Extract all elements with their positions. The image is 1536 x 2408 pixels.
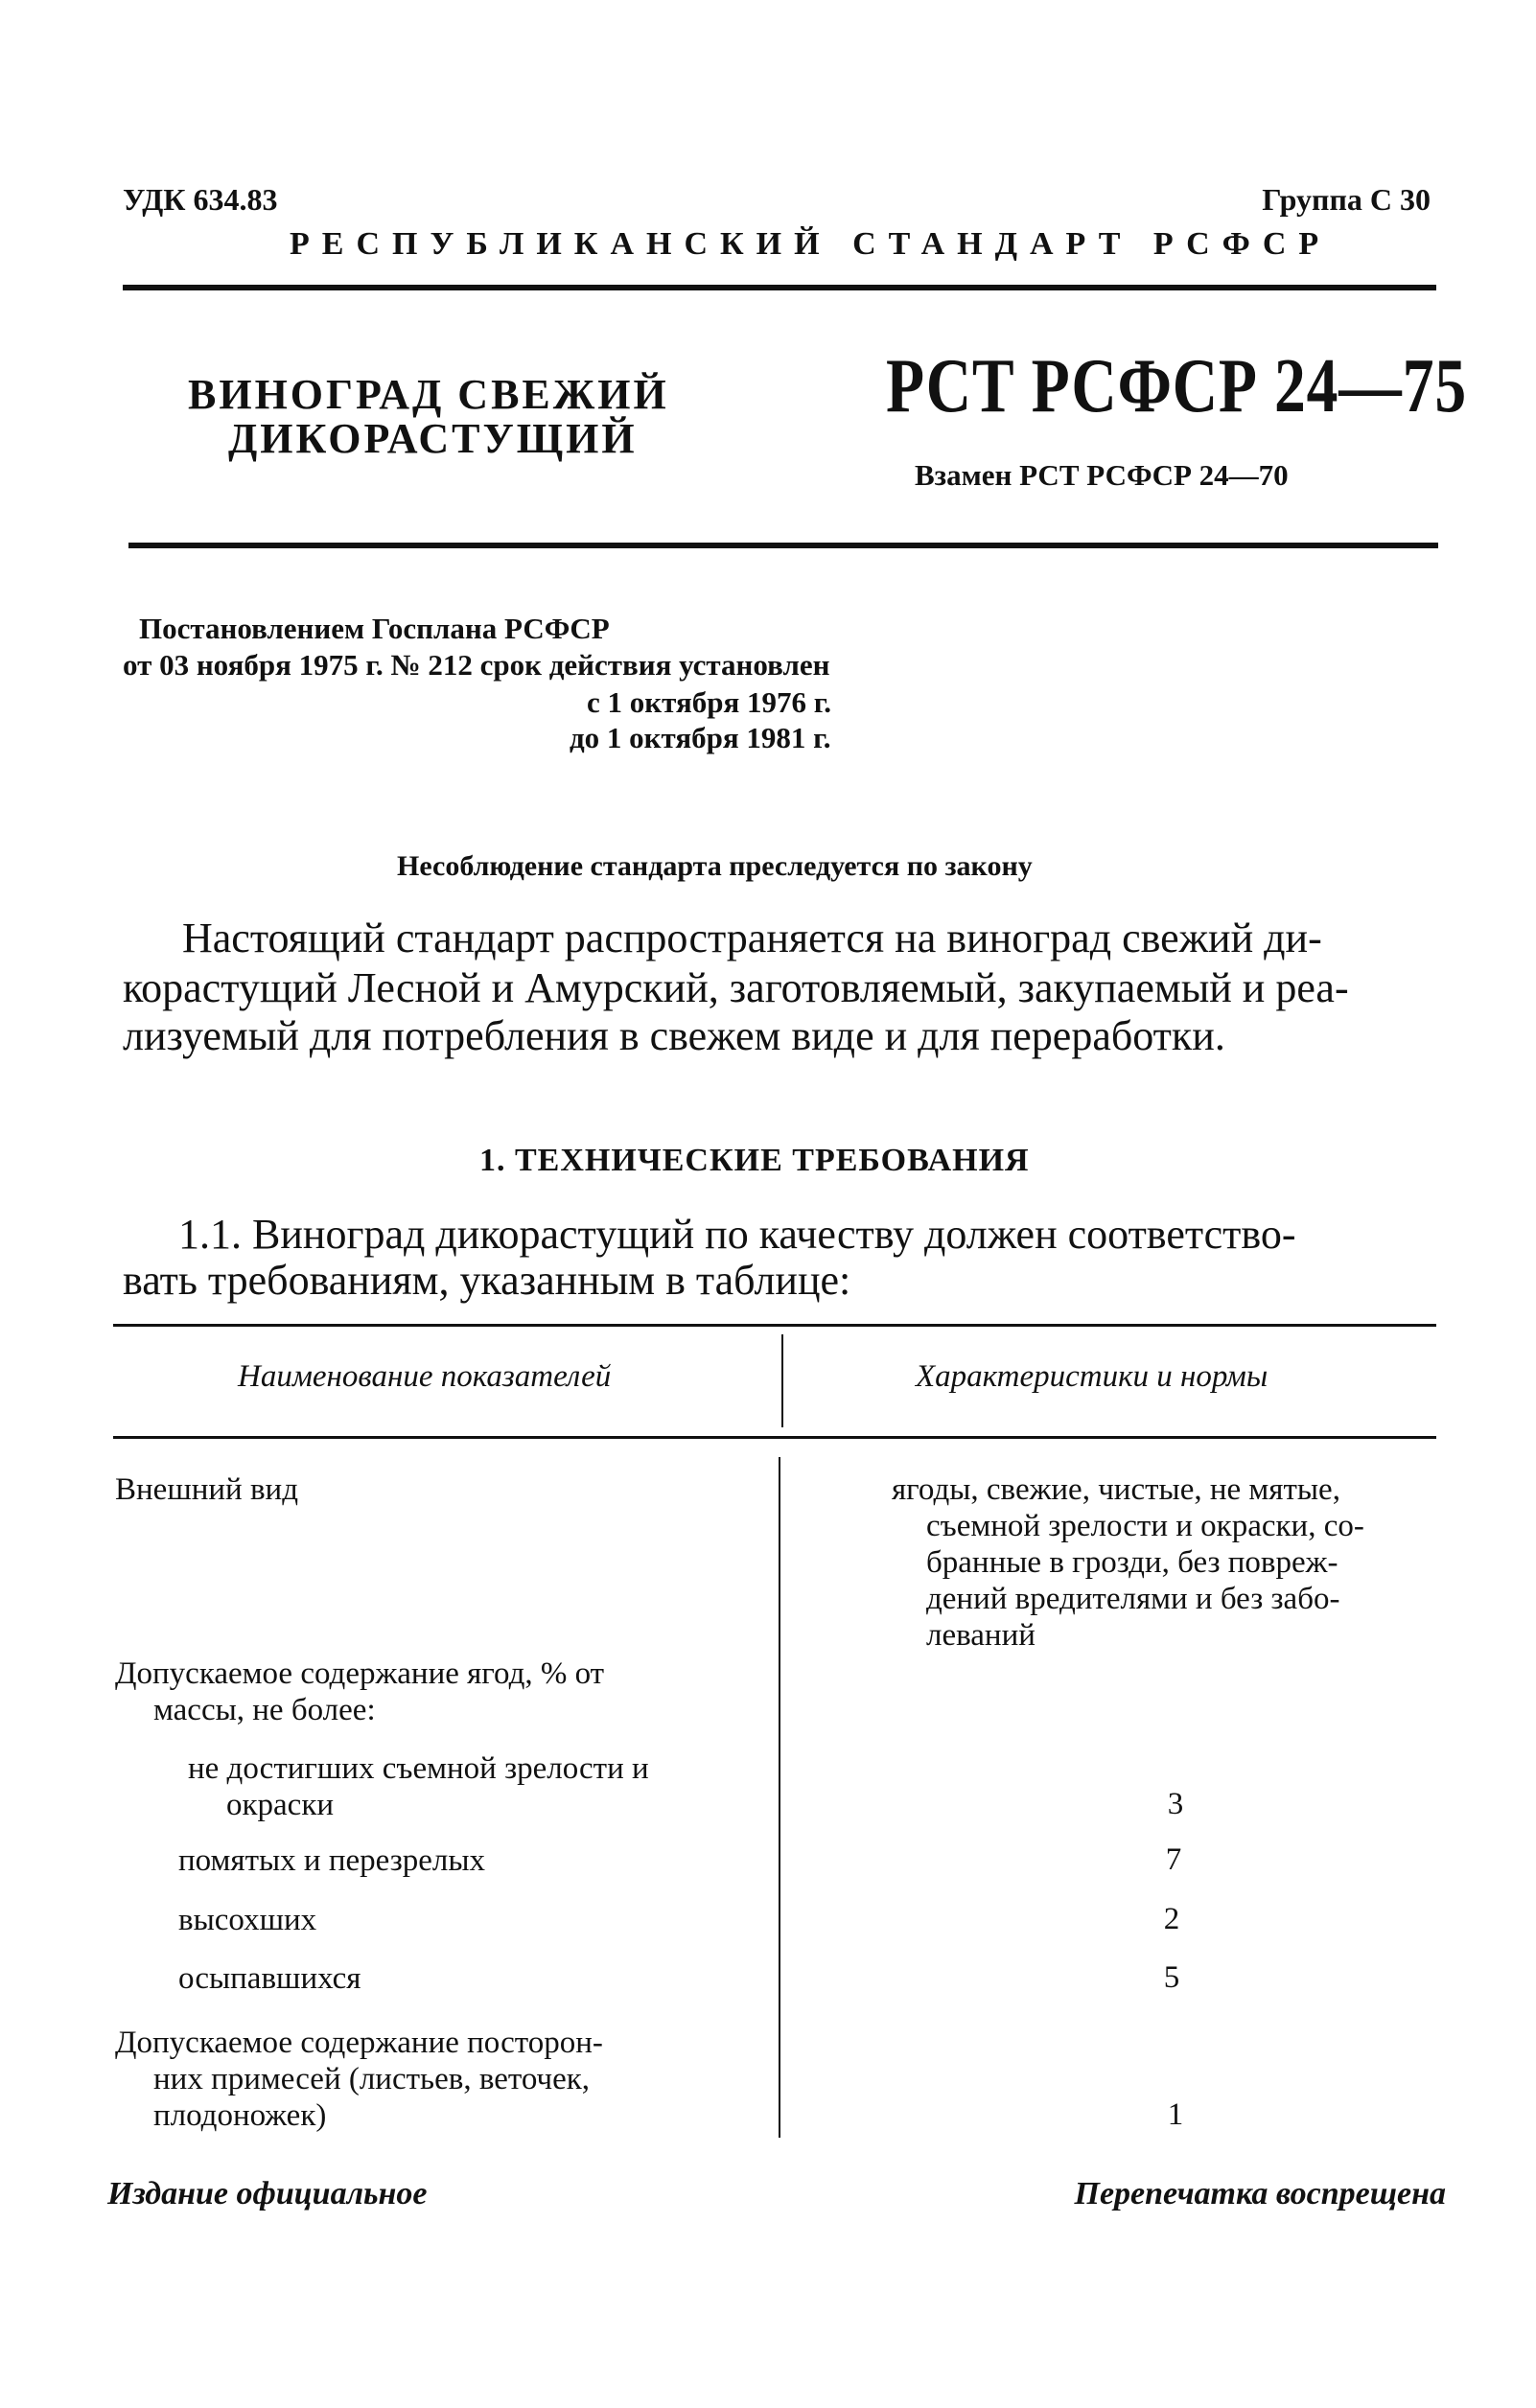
table-header-divider: [781, 1334, 783, 1427]
row-appearance-value-line5: леваний: [926, 1618, 1036, 1653]
row-unripe-label-line2: окраски: [226, 1788, 335, 1822]
row-impurities-label-line2: них примесей (листьев, веточек,: [153, 2062, 591, 2096]
row-impurities-value: 1: [1167, 2097, 1184, 2132]
row-unripe-value: 3: [1167, 1787, 1184, 1821]
row-crushed-value: 7: [1165, 1842, 1182, 1877]
section-heading: 1. ТЕХНИЧЕСКИЕ ТРЕБОВАНИЯ: [479, 1143, 1030, 1178]
table-column-divider: [779, 1457, 780, 2138]
group-code: Группа С 30: [1262, 182, 1431, 217]
standard-code: РСТ РСФСР 24—75: [886, 344, 1467, 428]
republic-standard-title: РЕСПУБЛИКАНСКИЙ СТАНДАРТ РСФСР: [290, 226, 1332, 262]
replaces-standard: Взамен РСТ РСФСР 24—70: [915, 458, 1289, 492]
row-dried-value: 2: [1163, 1902, 1180, 1936]
decree-line3: с 1 октября 1976 г.: [587, 685, 832, 719]
column-header-indicators: Наименование показателей: [238, 1359, 612, 1394]
intro-line1: Настоящий стандарт распространяется на виноград свежий ди-: [182, 915, 1322, 961]
footer-official-edition: Издание официальное: [107, 2176, 428, 2211]
row-appearance-label: Внешний вид: [115, 1472, 298, 1507]
row-crushed-label: помятых и перезрелых: [178, 1843, 486, 1878]
row-impurities-label-line3: плодоножек): [153, 2098, 327, 2133]
row-fallen-label: осыпавшихся: [178, 1961, 361, 1996]
row-appearance-value-line4: дений вредителями и без забо-: [926, 1582, 1340, 1616]
row-fallen-value: 5: [1163, 1960, 1180, 1995]
table-top-rule: [113, 1324, 1436, 1327]
row-dried-label: высохших: [178, 1903, 317, 1937]
table-header-rule: [113, 1436, 1436, 1439]
row-appearance-value-line3: бранные в грозди, без повреж-: [926, 1545, 1338, 1580]
product-title-line2: ДИКОРАСТУЩИЙ: [228, 415, 638, 462]
paragraph-1-1-line1: 1.1. Виноград дикорастущий по качеству должен соответство-: [178, 1211, 1296, 1258]
decree-line4: до 1 октября 1981 г.: [570, 721, 831, 754]
row-berries-label-line2: массы, не более:: [153, 1693, 376, 1727]
decree-line1: Постановлением Госплана РСФСР: [139, 612, 610, 645]
product-title-line1: ВИНОГРАД СВЕЖИЙ: [188, 371, 669, 418]
row-appearance-value-line1: ягоды, свежие, чистые, не мятые,: [892, 1472, 1340, 1507]
intro-line3: лизуемый для потребления в свежем виде и для переработки.: [123, 1012, 1225, 1059]
paragraph-1-1-line2: вать требованиям, указанным в таблице:: [123, 1257, 851, 1304]
decree-line2: от 03 ноября 1975 г. № 212 срок действия установлен: [123, 648, 830, 682]
footer-reprint-prohibited: Перепечатка воспрещена: [1074, 2176, 1446, 2211]
row-berries-label-line1: Допускаемое содержание ягод, % от: [115, 1656, 605, 1691]
legal-notice: Несоблюдение стандарта преследуется по закону: [397, 850, 1033, 882]
title-rule: [128, 543, 1438, 548]
intro-line2: корастущий Лесной и Амурский, заготовляемый, закупаемый и реа-: [123, 964, 1349, 1011]
row-impurities-label-line1: Допускаемое содержание посторон-: [115, 2026, 603, 2060]
udk-code: УДК 634.83: [123, 182, 278, 217]
header-rule: [123, 285, 1436, 290]
column-header-characteristics: Характеристики и нормы: [916, 1359, 1268, 1394]
row-unripe-label-line1: не достигших съемной зрелости и: [188, 1751, 649, 1786]
row-appearance-value-line2: съемной зрелости и окраски, со-: [926, 1509, 1364, 1543]
